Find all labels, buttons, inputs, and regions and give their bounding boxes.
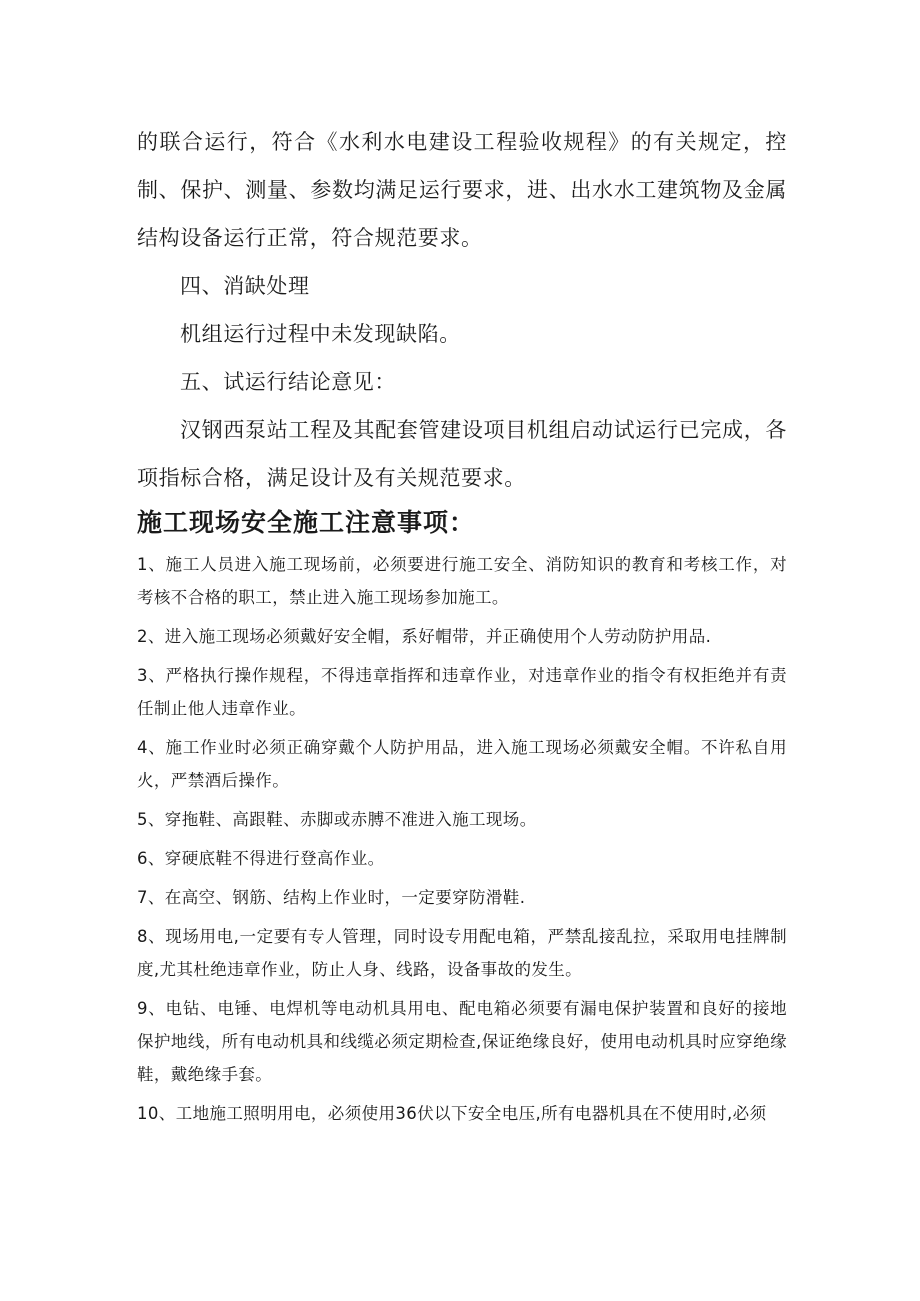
list-item: 3、严格执行操作规程，不得违章指挥和违章作业，对违章作业的指令有权拒绝并有责任制止他人违章作业。	[137, 666, 787, 718]
section-heading-4: 四、消缺处理	[180, 274, 310, 298]
safety-title: 施工现场安全施工注意事项：	[137, 508, 476, 537]
list-item: 9、电钻、电锤、电焊机等电动机具用电、配电箱必须要有漏电保护装置和良好的接地保护地线，所有电动机具和线缆必须定期检查,保证绝缘良好，使用电动机具时应穿绝缘鞋，戴绝缘手套。	[137, 999, 787, 1084]
intro-paragraph-2: 机组运行过程中未发现缺陷。	[180, 322, 461, 346]
list-item: 6、穿硬底鞋不得进行登高作业。	[137, 849, 385, 868]
list-item: 8、现场用电,一定要有专人管理，同时设专用配电箱，严禁乱接乱拉，采取用电挂牌制度,尤其杜绝违章作业，防止人身、线路，设备事故的发生。	[137, 927, 787, 979]
list-item: 1、施工人员进入施工现场前，必须要进行施工安全、消防知识的教育和考核工作，对考核不合格的职工，禁止进入施工现场参加施工。	[137, 555, 787, 607]
intro-section	[137, 118, 787, 502]
safety-list	[137, 548, 787, 1130]
list-item: 5、穿拖鞋、高跟鞋、赤脚或赤膊不准进入施工现场。	[137, 810, 537, 829]
list-item: 4、施工作业时必须正确穿戴个人防护用品，进入施工现场必须戴安全帽。不许私自用火，严禁酒后操作。	[137, 738, 787, 790]
intro-paragraph-3: 汉钢西泵站工程及其配套管建设项目机组启动试运行已完成，各项指标合格，满足设计及有关规范要求。	[137, 418, 787, 490]
section-heading-5: 五、试运行结论意见：	[180, 370, 396, 394]
intro-paragraph-1: 的联合运行，符合《水利水电建设工程验收规程》的有关规定，控制、保护、测量、参数均满足运行要求，进、出水水工建筑物及金属结构设备运行正常，符合规范要求。	[137, 130, 787, 250]
list-item: 10、工地施工照明用电，必须使用36伏以下安全电压,所有电器机具在不使用时,必须	[137, 1104, 767, 1123]
list-item: 2、进入施工现场必须戴好安全帽，系好帽带，并正确使用个人劳动防护用品.	[137, 627, 712, 646]
list-item: 7、在高空、钢筋、结构上作业时，一定要穿防滑鞋.	[137, 888, 526, 907]
